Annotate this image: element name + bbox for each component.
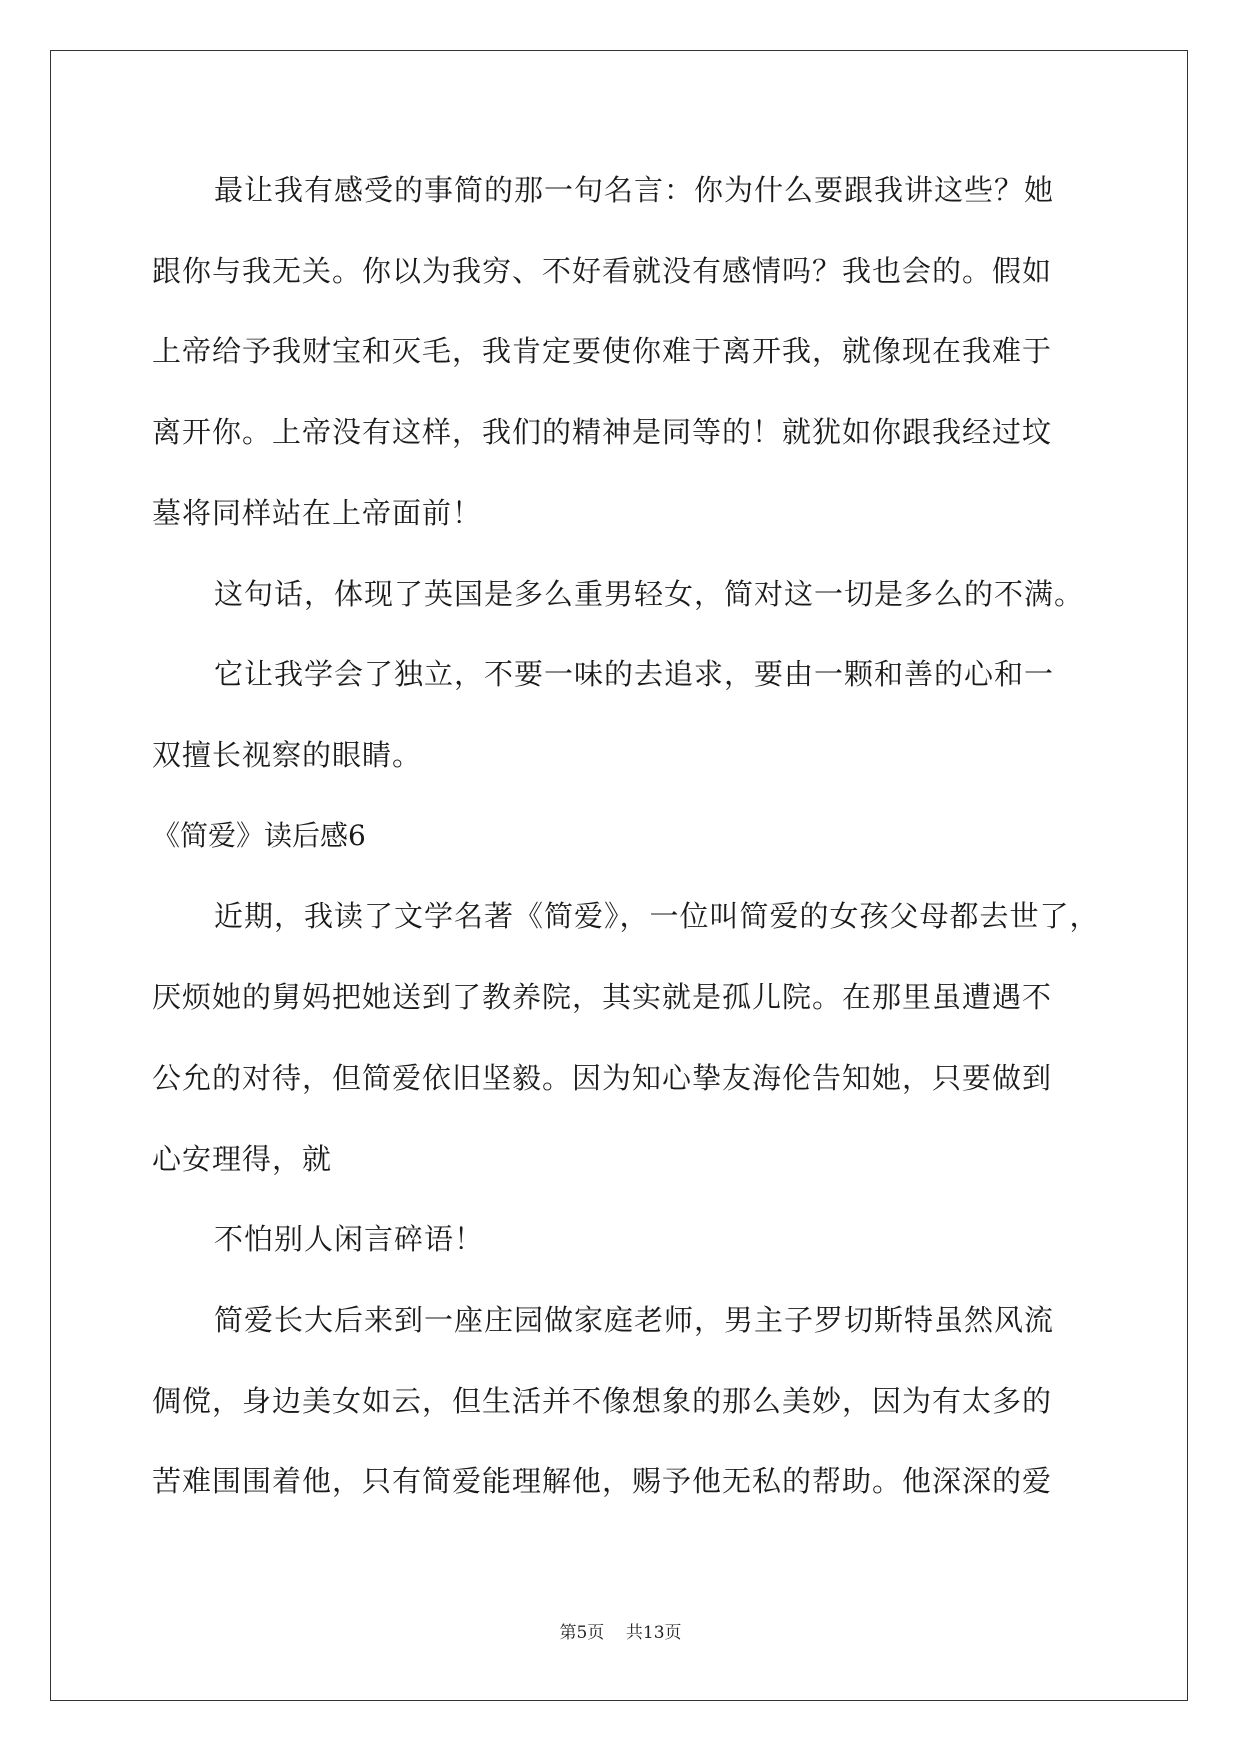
paragraph-line: 墓将同样站在上帝面前！ [152, 496, 483, 530]
paragraph-line: 苦难围围着他，只有简爱能理解他，赐予他无私的帮助。他深深的爱 [152, 1464, 1053, 1498]
paragraph-line: 厌烦她的舅妈把她送到了教养院，其实就是孤儿院。在那里虽遭遇不 [152, 980, 1053, 1014]
page-total: 共13页 [625, 1623, 682, 1643]
paragraph-line: 上帝给予我财宝和灭毛，我肯定要使你难于离开我，就像现在我难于 [152, 334, 1053, 368]
paragraph-line: 双擅长视察的眼睛。 [152, 738, 423, 772]
paragraph-line: 简爱长大后来到一座庄园做家庭老师，男主子罗切斯特虽然风流 [214, 1303, 1055, 1337]
page-border [50, 50, 1188, 1701]
paragraph-line: 离开你。上帝没有这样，我们的精神是同等的！就犹如你跟我经过坟 [152, 415, 1053, 449]
footer-spacer [604, 1623, 626, 1643]
paragraph-line: 公允的对待，但简爱依旧坚毅。因为知心挚友海伦告知她，只要做到 [152, 1061, 1053, 1095]
paragraph-line: 近期，我读了文学名著《简爱》，一位叫简爱的女孩父母都去世了， [214, 899, 1100, 933]
paragraph-line: 跟你与我无关。你以为我穷、不好看就没有感情吗？我也会的。假如 [152, 254, 1053, 288]
paragraph-line: 不怕别人闲言碎语！ [214, 1222, 485, 1256]
page-footer [0, 1621, 1241, 1645]
section-heading: 《简爱》读后感6 [152, 819, 366, 852]
page-number: 第5页 [559, 1623, 605, 1643]
paragraph-line: 最让我有感受的事简的那一句名言：你为什么要跟我讲这些？她 [214, 173, 1055, 207]
paragraph-line: 心安理得，就 [152, 1142, 333, 1176]
paragraph-line: 倜傥，身边美女如云，但生活并不像想象的那么美妙，因为有太多的 [152, 1384, 1053, 1418]
paragraph-line: 这句话，体现了英国是多么重男轻女，简对这一切是多么的不满。 [214, 577, 1085, 611]
paragraph-line: 它让我学会了独立，不要一味的去追求，要由一颗和善的心和一 [214, 657, 1055, 691]
